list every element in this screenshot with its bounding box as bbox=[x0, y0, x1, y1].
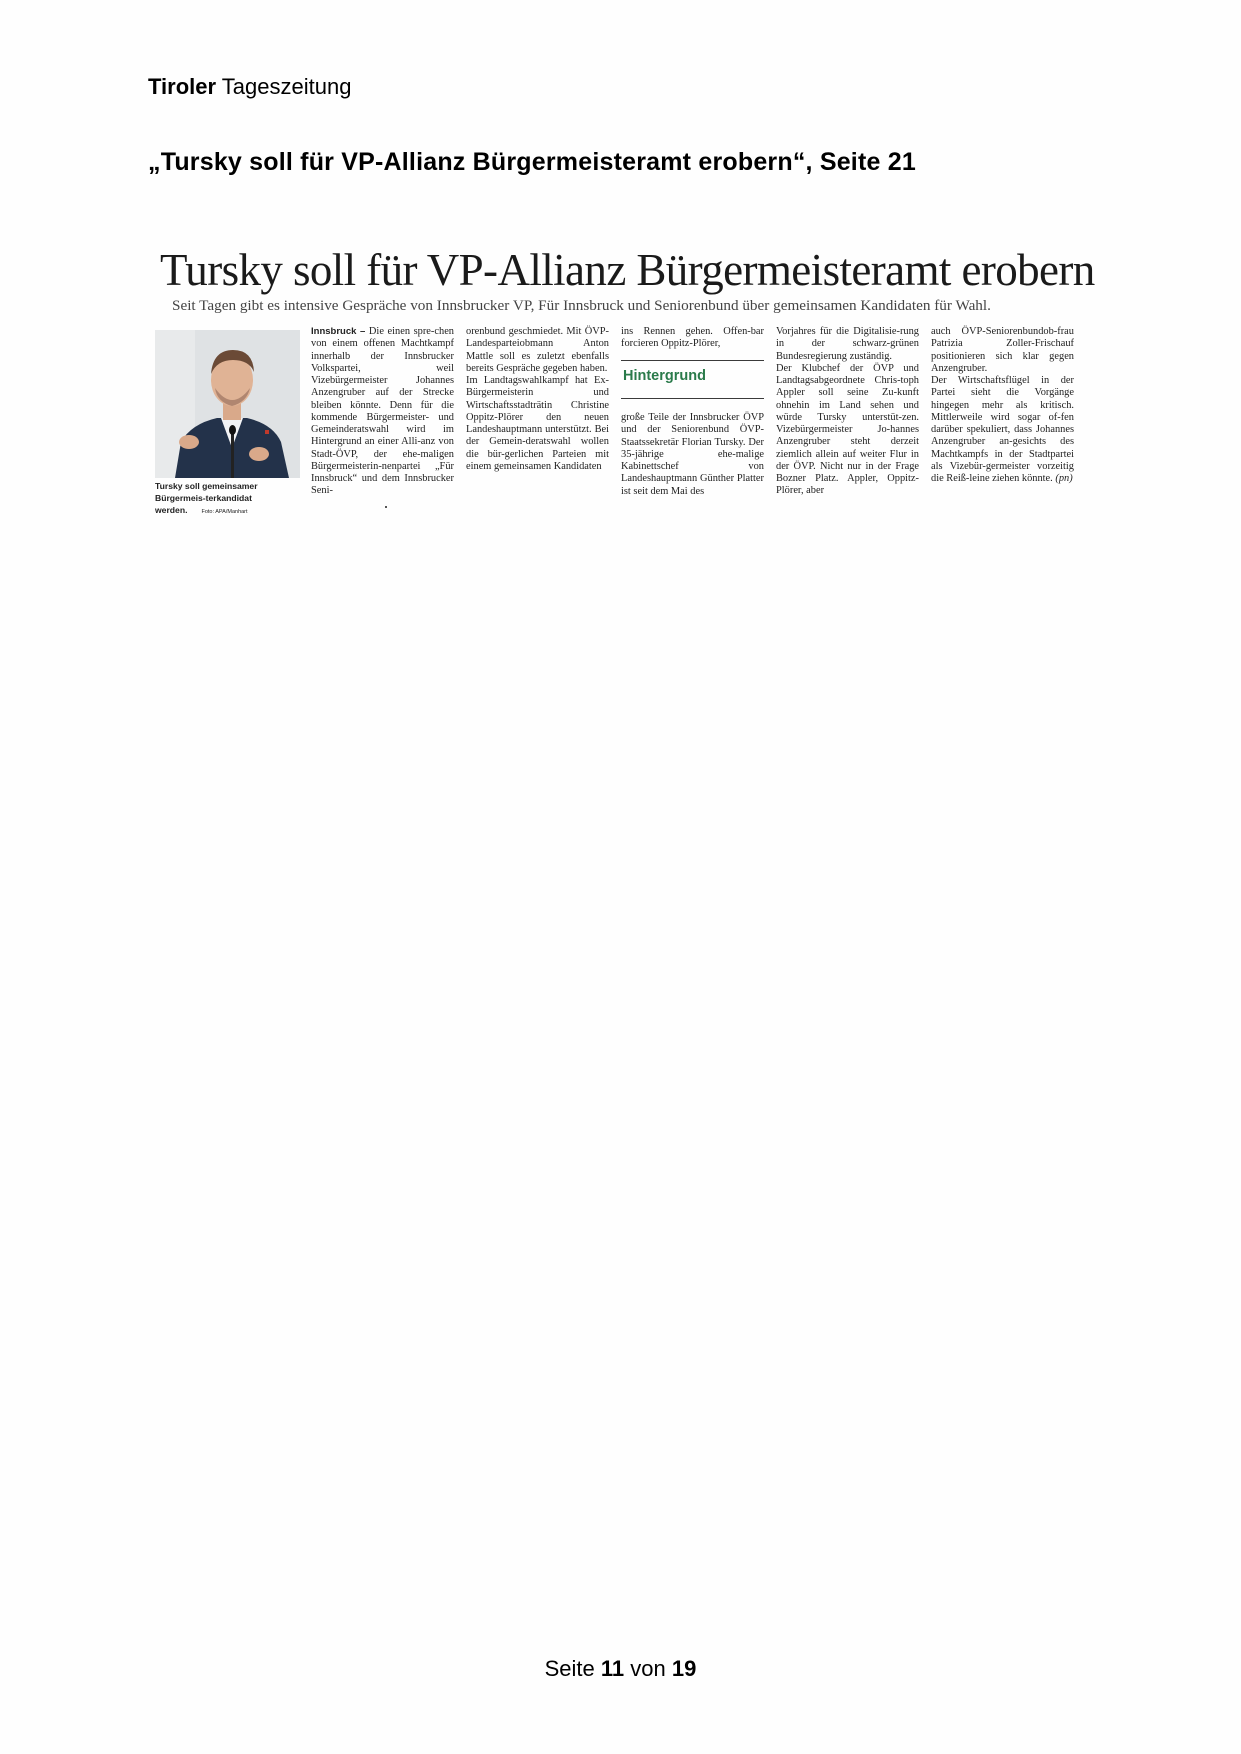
article-subheadline: Seit Tagen gibt es intensive Gespräche von Innsbrucker VP, Für Innsbruck und Seniorenbund über gemeinsamen Kandidaten für Wahl. bbox=[172, 297, 991, 314]
total-page-count: 19 bbox=[671, 1656, 697, 1681]
current-page-number: 11 bbox=[600, 1656, 625, 1681]
page-footer bbox=[0, 1656, 1241, 1682]
photo-caption bbox=[155, 480, 301, 518]
article-photo bbox=[155, 330, 300, 478]
article-column-5 bbox=[931, 326, 1074, 485]
publication-name-rest: Tageszeitung bbox=[221, 74, 352, 99]
newspaper-clipping bbox=[155, 244, 1095, 515]
author-signature: (pn) bbox=[1055, 473, 1073, 484]
article-column-1 bbox=[311, 326, 454, 498]
article-column-2: orenbund geschmiedet. Mit ÖVP-Landesparteiobmann Anton Mattle soll es zuletzt ebenfalls bereits Gespräche gegeben haben. Im Landtagswahlkampf hat Ex-Bürgermeisterin und Wirtschaftsstadträtin Christine Oppitz-Plörer den neuen Landeshauptmann unterstützt. Bei der Gemein-deratswahl wollen die bür-gerlichen Parteien mit einem gemeinsamen Kandidaten bbox=[466, 326, 609, 472]
photo-caption-text: Tursky soll gemeinsamer Bürgermeis-terkandidat werden. bbox=[155, 481, 258, 515]
article-column-5-text: auch ÖVP-Seniorenbundob-frau Patrizia Zoller-Frischauf positionieren sich klar gegen Anzengruber. Der Wirtschaftsflügel in der Partei sieht die Vorgänge hingegen mehr als kritisch. Mittlerweile wird sogar of-fen darüber spekuliert, dass Johannes Anzengruber an-gesichts des Machtkampfs in der Stadtpartei als Vizebür-germeister vorzeitig die Reiß-leine ziehen könnte. bbox=[931, 326, 1074, 484]
article-column-4: Vorjahres für die Digitalisie-rung in der schwarz-grünen Bundesregierung zuständig. Der Klubchef der ÖVP und Landtagsabgeordnete Chris-toph Appler soll seine Zu-kunft ohnehin im Land sehen und würde Tursky unterstüt-zen. Vizebürgermeister Jo-hannes Anzengruber steht derzeit ziemlich allein auf weiter Flur in der ÖVP. Nicht nur in der Frage Bozner Platz. Appler, Oppitz-Plörer, aber bbox=[776, 326, 919, 497]
box-divider-top bbox=[621, 360, 764, 361]
portrait-photo-image bbox=[155, 330, 300, 478]
publication-name-bold: Tiroler bbox=[148, 74, 217, 99]
article-column-1-text: Die einen spre-chen von einem offenen Machtkampf innerhalb der Innsbrucker Volkspartei, weil Vizebürgermeister Johannes Anzengruber auf der Strecke bleiben könnte. Denn für die kommende Bürgermeister- und Gemeinderatswahl wird im Hintergrund an einer Alli-anz von Stadt-ÖVP, der ehe-maligen Bürgermeisterin-nenpartei „Für Innsbruck“ und dem Innsbrucker Seni- bbox=[311, 326, 454, 497]
background-box-label: Hintergrund bbox=[623, 368, 706, 384]
decorative-dot bbox=[385, 506, 387, 508]
article-column-3-top: ins Rennen gehen. Offen-bar forcieren Oppitz-Plörer, bbox=[621, 326, 764, 350]
article-column-3-bottom: große Teile der Innsbrucker ÖVP und der Seniorenbund ÖVP-Staatssekretär Florian Tursky. Der 35-jährige ehe-malige Kabinettschef von Landeshauptmann Günther Platter ist seit dem Mai des bbox=[621, 412, 764, 497]
article-dateline: Innsbruck – bbox=[311, 326, 366, 337]
publication-name bbox=[148, 74, 351, 100]
document-title: „Tursky soll für VP-Allianz Bürgermeisteramt erobern“, Seite 21 bbox=[148, 148, 916, 176]
box-divider-bottom bbox=[621, 398, 764, 399]
page-footer-middle: von bbox=[630, 1656, 666, 1681]
article-headline: Tursky soll für VP-Allianz Bürgermeisteramt erobern bbox=[160, 245, 1095, 295]
page-footer-prefix: Seite bbox=[544, 1656, 595, 1681]
photo-credit: Foto: APA/Manhart bbox=[201, 509, 248, 515]
